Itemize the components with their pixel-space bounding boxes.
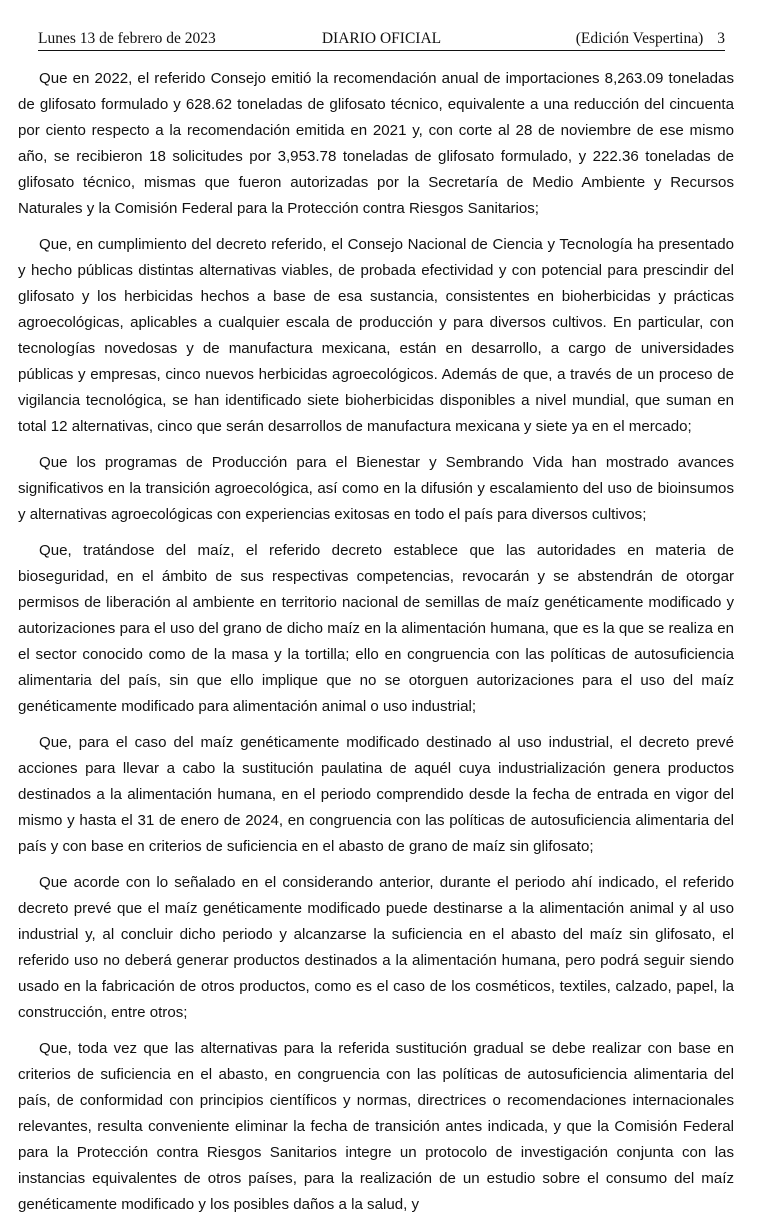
header-edition: (Edición Vespertina): [575, 30, 704, 47]
paragraph-importaciones-glifosato: Que en 2022, el referido Consejo emitió la recomendación anual de importaciones 8,263.09 toneladas de glifosato formulado y 628.62 toneladas de glifosato técnico, equivalente a una reducción del cincuenta por ciento respecto a la recomendación emitida en 2021 y, con corte al 28 de noviembre de ese mismo año, se recibieron 18 solicitudes por 3,953.78 toneladas de glifosato formulado, y 222.36 toneladas de glifosato técnico, mismas que fueron autorizadas por la Secretaría de Medio Ambiente y Recursos Naturales y la Comisión Federal para la Protección contra Riesgos Sanitarios;: [18, 70, 734, 217]
paragraph-alternativas-conacyt: Que, en cumplimiento del decreto referido, el Consejo Nacional de Ciencia y Tecnología ha presentado y hecho públicas distintas alternativas viables, de probada efectividad y con potencial para prescindir del glifosato y los herbicidas hechos a base de esa sustancia, consistentes en bioherbicidas y prácticas agroecológicas, aplicables a cualquier escala de producción y para diversos cultivos. En particular, con tecnologías novedosas y de manufactura mexicana, están en desarrollo, a cargo de universidades públicas y empresas, cinco nuevos herbicidas agroecológicos. Además de que, a través de un proceso de vigilancia tecnológica, se han identificado siete bioherbicidas disponibles a nivel mundial, que suman en total 12 alternativas, cinco que serán desarrollos de manufactura mexicana y siete ya en el mercado;: [18, 236, 734, 435]
header-publication-title: DIARIO OFICIAL: [321, 30, 442, 47]
paragraph-periodo-transicion: Que acorde con lo señalado en el considerando anterior, durante el periodo ahí indicado, el referido decreto prevé que el maíz genéticamente modificado puede destinarse a la alimentación animal y al uso industrial y, al concluir dicho periodo y alcanzarse la suficiencia en el abasto del maíz sin glifosato, el referido uso no deberá generar productos destinados a la alimentación humana, pero podrá seguir siendo usado en la fabricación de otros productos, como es el caso de los cosméticos, textiles, calzado, papel, la construcción, entre otros;: [18, 874, 734, 1021]
document-body: [18, 66, 734, 1228]
header-page-number: 3: [717, 30, 725, 47]
paragraph-programas-bienestar: Que los programas de Producción para el Bienestar y Sembrando Vida han mostrado avances significativos en la transición agroecológica, así como en la difusión y escalamiento del uso de bioinsumos y alternativas agroecológicas con experiencias exitosas en todo el país para diversos cultivos;: [18, 454, 734, 523]
header-date: Lunes 13 de febrero de 2023: [38, 30, 216, 47]
header-edition-group: [576, 28, 725, 50]
paragraph-maiz-bioseguridad: Que, tratándose del maíz, el referido decreto establece que las autoridades en materia de bioseguridad, en el ámbito de sus respectivas competencias, revocarán y se abstendrán de otorgar permisos de liberación al ambiente en territorio nacional de semillas de maíz genéticamente modificado y autorizaciones para el uso del grano de dicho maíz en la alimentación humana, que es la que se realiza en el sector conocido como de la masa y la tortilla; ello en congruencia con las políticas de autosuficiencia alimentaria del país, sin que ello implique que no se otorguen autorizaciones para el uso del maíz genéticamente modificado para alimentación animal o uso industrial;: [18, 542, 734, 715]
page-header: [38, 28, 725, 51]
paragraph-maiz-uso-industrial: Que, para el caso del maíz genéticamente modificado destinado al uso industrial, el decreto prevé acciones para llevar a cabo la sustitución paulatina de aquél cuya industrialización genera productos destinados a la alimentación humana, en el periodo comprendido desde la fecha de entrada en vigor del mismo y hasta el 31 de enero de 2024, en congruencia con las políticas de autosuficiencia alimentaria del país y con base en criterios de suficiencia en el abasto de grano de maíz sin glifosato;: [18, 734, 734, 855]
paragraph-sustitucion-gradual: Que, toda vez que las alternativas para la referida sustitución gradual se debe realizar con base en criterios de suficiencia en el abasto, en congruencia con las políticas de autosuficiencia alimentaria del país, de conformidad con principios científicos y normas, directrices o recomendaciones internacionales relevantes, resulta conveniente eliminar la fecha de transición antes indicada, y que la Comisión Federal para la Protección contra Riesgos Sanitarios integre un protocolo de investigación conjunta con las instancias equivalentes de otros países, para la realización de un estudio sobre el consumo del maíz genéticamente modificado y los posibles daños a la salud, y: [18, 1040, 734, 1213]
